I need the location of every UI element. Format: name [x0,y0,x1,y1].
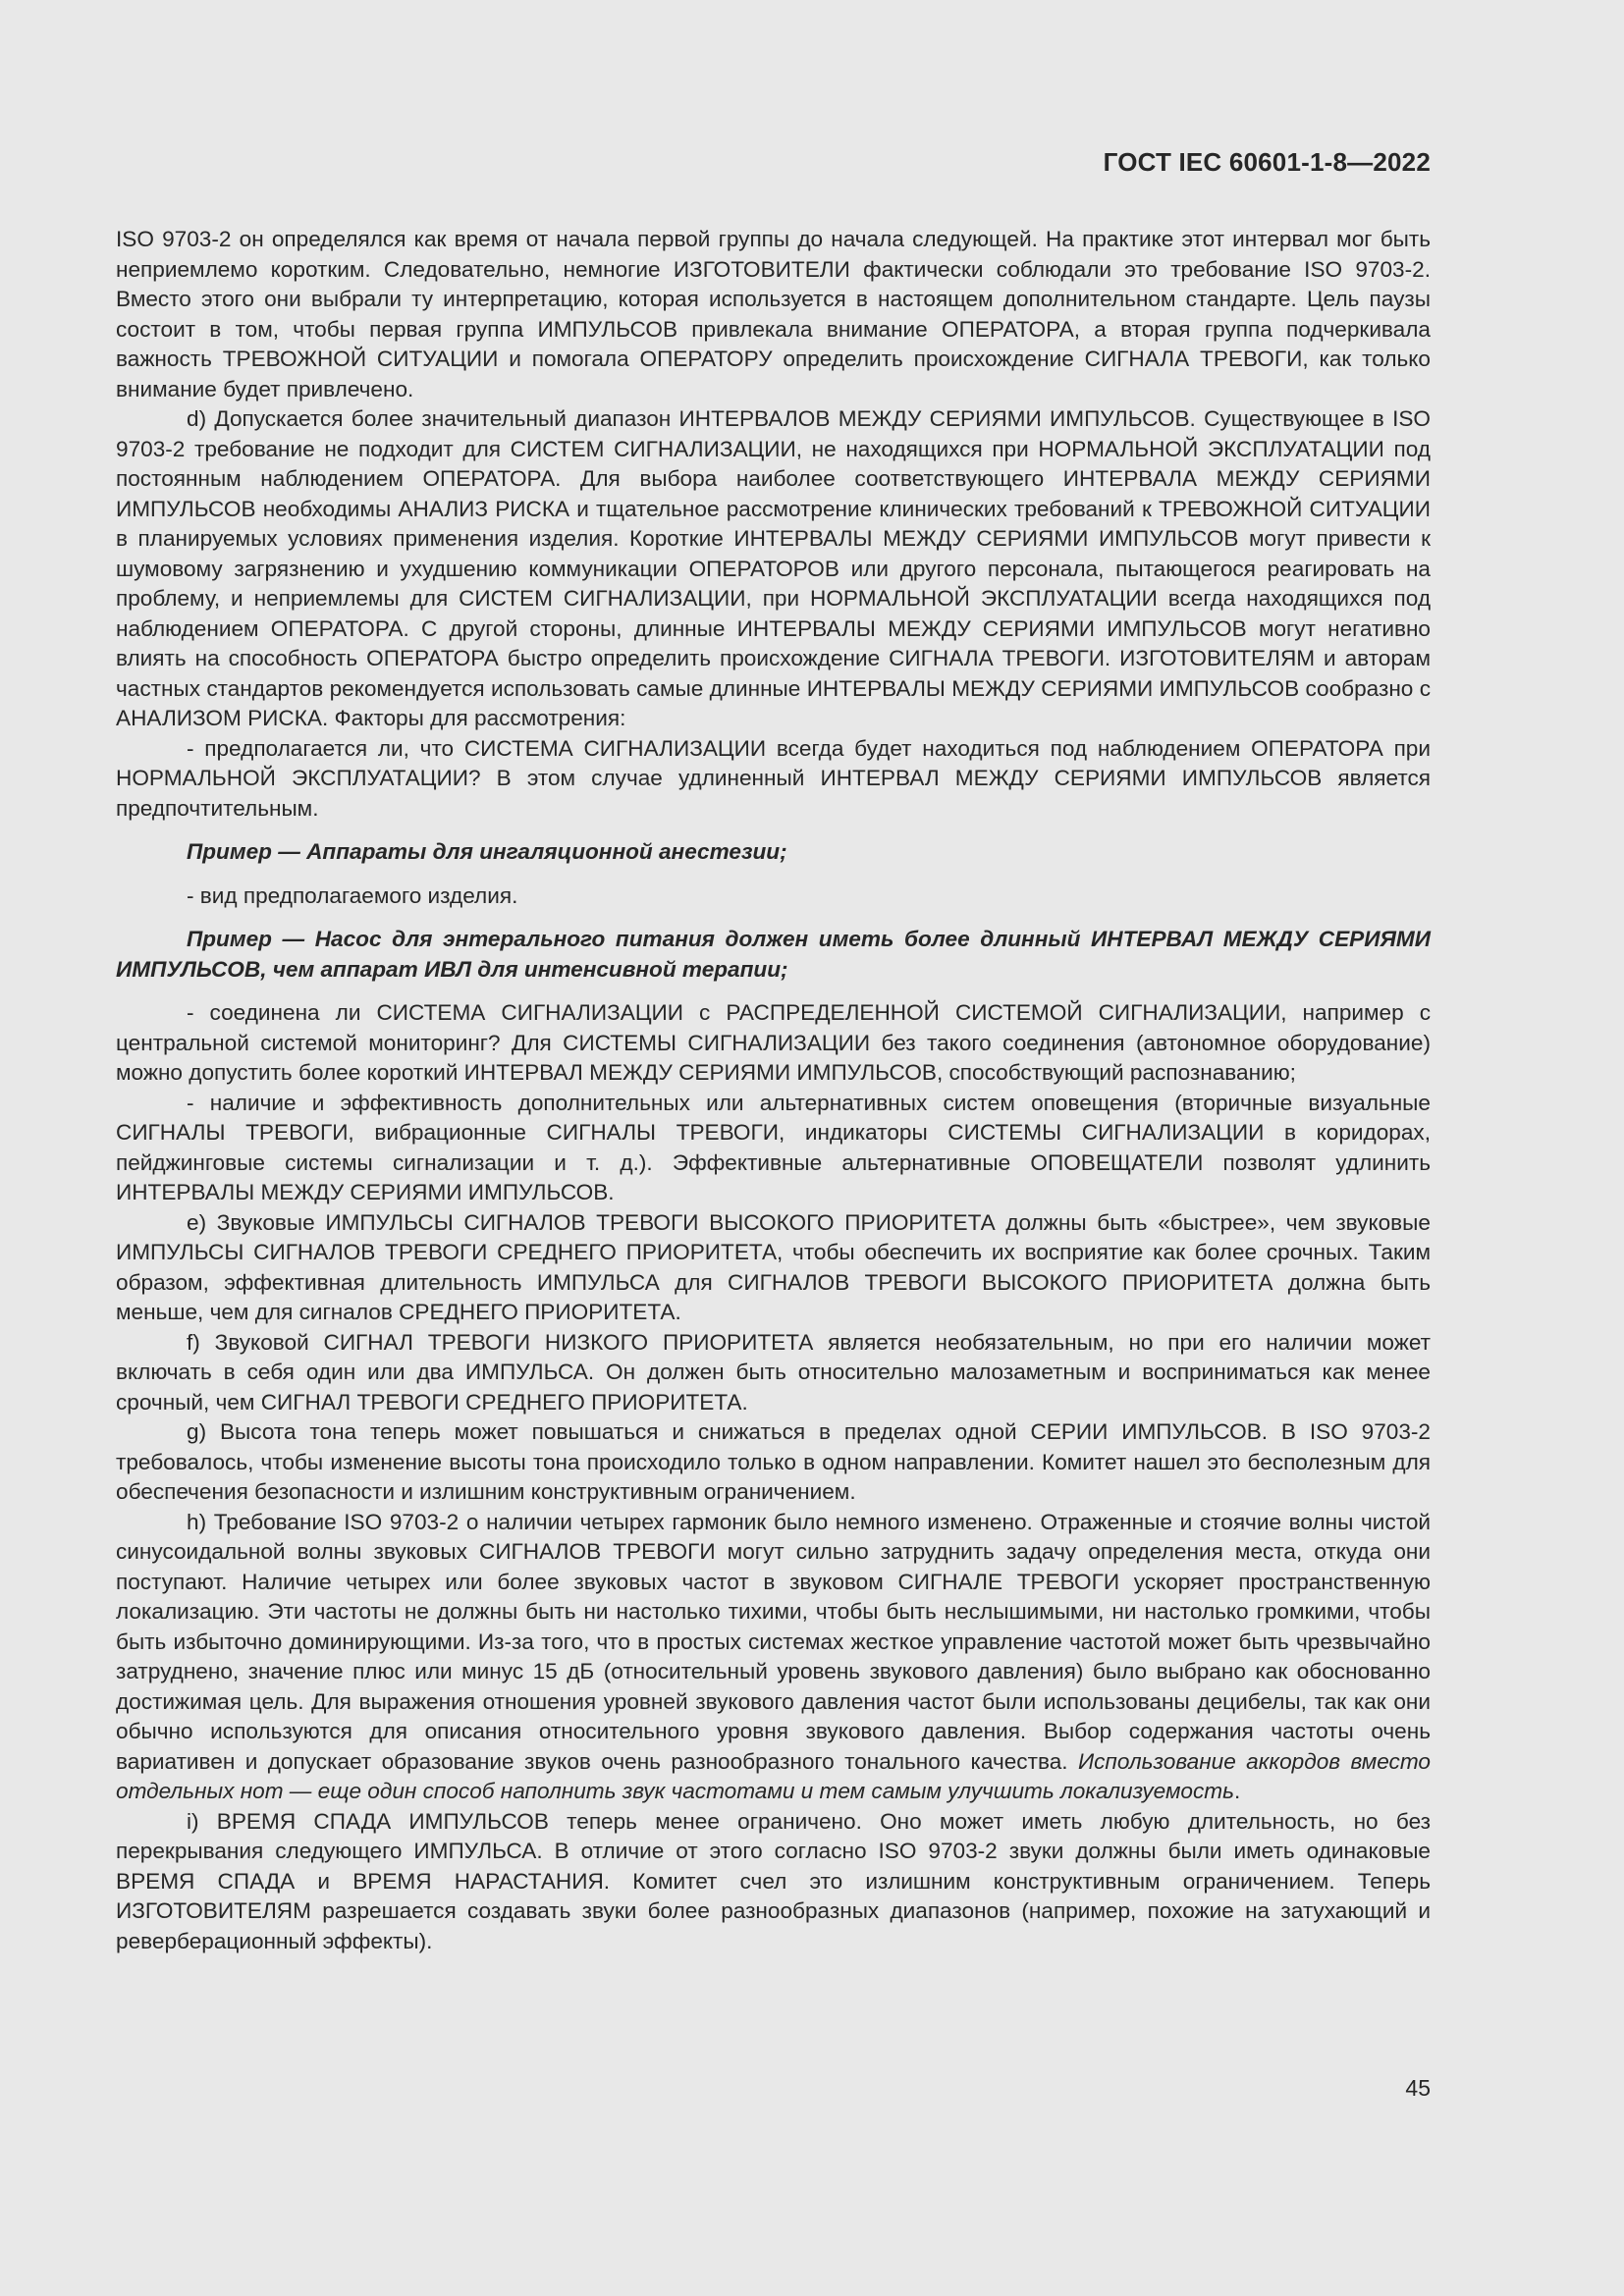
document-body [116,225,1431,1956]
page-number: 45 [1405,2075,1431,2101]
paragraph-item-i: i) ВРЕМЯ СПАДА ИМПУЛЬСОВ теперь менее ограничено. Оно может иметь любую длительность, но без перекрывания следующего ИМПУЛЬСА. В отличие от этого согласно ISO 9703-2 звуки должны были иметь одинаковые ВРЕМЯ СПАДА и ВРЕМЯ НАРАСТАНИЯ. Комитет счел это излишним конструктивным ограничением. Теперь ИЗГОТОВИТЕЛЯМ разрешается создавать звуки более разнообразных диапазонов (например, похожие на затухающий и реверберационный эффекты). [116,1808,1431,1953]
paragraph-item-e: e) Звуковые ИМПУЛЬСЫ СИГНАЛОВ ТРЕВОГИ ВЫСОКОГО ПРИОРИТЕТА должны быть «быстрее», чем звуковые ИМПУЛЬСЫ СИГНАЛОВ ТРЕВОГИ СРЕДНЕГО ПРИОРИТЕТА, чтобы обеспечить их восприятие как более срочных. Таким образом, эффективная длительность ИМПУЛЬСА для СИГНАЛОВ ТРЕВОГИ ВЫСОКОГО ПРИОРИТЕТА должна быть меньше, чем для сигналов СРЕДНЕГО ПРИОРИТЕТА. [116,1209,1431,1324]
paragraph-item-h-italic: Использование аккордов вместо отдельных нот — еще один способ наполнить звук частотами и тем самым улучшить локализуемость [116,1748,1431,1803]
paragraph-item-f: f) Звуковой СИГНАЛ ТРЕВОГИ НИЗКОГО ПРИОРИТЕТА является необязательным, но при его наличии может включать в себя один или два ИМПУЛЬСА. Он должен быть относительно малозаметным и восприниматься как менее срочный, чем СИГНАЛ ТРЕВОГИ СРЕДНЕГО ПРИОРИТЕТА. [116,1329,1431,1415]
example-enteral-pump: Пример — Насос для энтерального питания должен иметь более длинный ИНТЕРВАЛ МЕЖДУ СЕРИЯМИ ИМПУЛЬСОВ, чем аппарат ИВЛ для интенсивной терапии; [116,927,1431,982]
standard-header: ГОСТ IEC 60601-1-8—2022 [1103,147,1431,177]
example-anesthesia: Пример — Аппараты для ингаляционной анестезии; [187,839,787,864]
paragraph-item-g: g) Высота тона теперь может повышаться и снижаться в пределах одной СЕРИИ ИМПУЛЬСОВ. В ISO 9703-2 требовалось, чтобы изменение высоты тона происходило только в одном направлении. Комитет нашел это бесполезным для обеспечения безопасности и излишним конструктивным ограничением. [116,1419,1431,1504]
factor-bullet-supervision: - предполагается ли, что СИСТЕМА СИГНАЛИЗАЦИИ всегда будет находиться под наблюдением ОПЕРАТОРА при НОРМАЛЬНОЙ ЭКСПЛУАТАЦИИ? В этом случае удлиненный ИНТЕРВАЛ МЕЖДУ СЕРИЯМИ ИМПУЛЬСОВ является предпочтительным. [116,735,1431,821]
paragraph-intro: ISO 9703-2 он определялся как время от начала первой группы до начала следующей. На практике этот интервал мог быть неприемлемо коротким. Следовательно, немногие ИЗГОТОВИТЕЛИ фактически соблюдали это требование ISO 9703-2. Вместо этого они выбрали ту интерпретацию, которая используется в настоящем дополнительном стандарте. Цель паузы состоит в том, чтобы первая группа ИМПУЛЬСОВ привлекала внимание ОПЕРАТОРА, а вторая группа подчеркивала важность ТРЕВОЖНОЙ СИТУАЦИИ и помогала ОПЕРАТОРУ определить происхождение СИГНАЛА ТРЕВОГИ, как только внимание будет привлечено. [116,227,1431,401]
paragraph-item-h [116,1508,1431,1807]
factor-bullet-alternative-systems: - наличие и эффективность дополнительных или альтернативных систем оповещения (вторичные визуальные СИГНАЛЫ ТРЕВОГИ, вибрационные СИГНАЛЫ ТРЕВОГИ, индикаторы СИСТЕМЫ СИГНАЛИЗАЦИИ в коридорах, пейджинговые системы сигнализации и т. д.). Эффективные альтернативные ОПОВЕЩАТЕЛИ позволят удлинить ИНТЕРВАЛЫ МЕЖДУ СЕРИЯМИ ИМПУЛЬСОВ. [116,1090,1431,1204]
paragraph-item-h-text: h) Требование ISO 9703-2 о наличии четырех гармоник было немного изменено. Отраженные и стоячие волны чистой синусоидальной волны звуковых СИГНАЛОВ ТРЕВОГИ могут сильно затруднить задачу определения места, откуда они поступают. Наличие четырех или более звуковых частот в звуковом СИГНАЛЕ ТРЕВОГИ ускоряет пространственную локализацию. Эти частоты не должны быть ни настолько тихими, чтобы быть неслышимыми, ни настолько громкими, чтобы быть избыточно доминирующими. Из-за того, что в простых системах жесткое управление частотой может быть чрезвычайно затруднено, значение плюс или минус 15 дБ (относительный уровень звукового давления) было выбрано как обоснованно достижимая цель. Для выражения отношения уровней звукового давления частот были использованы децибелы, так как они обычно используются для описания относительного уровня звукового давления. Выбор содержания частоты очень вариативен и допускает образование звуков очень разнообразного тонального качества. [116,1509,1431,1774]
paragraph-item-d: d) Допускается более значительный диапазон ИНТЕРВАЛОВ МЕЖДУ СЕРИЯМИ ИМПУЛЬСОВ. Существующее в ISO 9703-2 требование не подходит для СИСТЕМ СИГНАЛИЗАЦИИ, не находящихся при НОРМАЛЬНОЙ ЭКСПЛУАТАЦИИ под постоянным наблюдением ОПЕРАТОРА. Для выбора наиболее соответствующего ИНТЕРВАЛА МЕЖДУ СЕРИЯМИ ИМПУЛЬСОВ необходимы АНАЛИЗ РИСКА и тщательное рассмотрение клинических требований к ТРЕВОЖНОЙ СИТУАЦИИ в планируемых условиях применения изделия. Короткие ИНТЕРВАЛЫ МЕЖДУ СЕРИЯМИ ИМПУЛЬСОВ могут привести к шумовому загрязнению и ухудшению коммуникации ОПЕРАТОРОВ или другого персонала, пытающегося реагировать на проблему, и неприемлемы для СИСТЕМ СИГНАЛИЗАЦИИ, при НОРМАЛЬНОЙ ЭКСПЛУАТАЦИИ всегда находящихся под наблюдением ОПЕРАТОРА. С другой стороны, длинные ИНТЕРВАЛЫ МЕЖДУ СЕРИЯМИ ИМПУЛЬСОВ могут негативно влиять на способность ОПЕРАТОРА быстро определить происхождение СИГНАЛА ТРЕВОГИ. ИЗГОТОВИТЕЛЯМ и авторам частных стандартов рекомендуется использовать самые длинные ИНТЕРВАЛЫ МЕЖДУ СЕРИЯМИ ИМПУЛЬСОВ сообразно с АНАЛИЗОМ РИСКА. Факторы для рассмотрения: [116,406,1431,730]
paragraph-item-h-end: . [1234,1779,1241,1803]
factor-bullet-distributed-system: - соединена ли СИСТЕМА СИГНАЛИЗАЦИИ с РАСПРЕДЕЛЕННОЙ СИСТЕМОЙ СИГНАЛИЗАЦИИ, например с центральной системой мониторинг? Для СИСТЕМЫ СИГНАЛИЗАЦИИ без такого соединения (автономное оборудование) можно допустить более короткий ИНТЕРВАЛ МЕЖДУ СЕРИЯМИ ИМПУЛЬСОВ, способствующий распознаванию; [116,1000,1431,1085]
factor-bullet-device-type: - вид предполагаемого изделия. [187,882,518,908]
